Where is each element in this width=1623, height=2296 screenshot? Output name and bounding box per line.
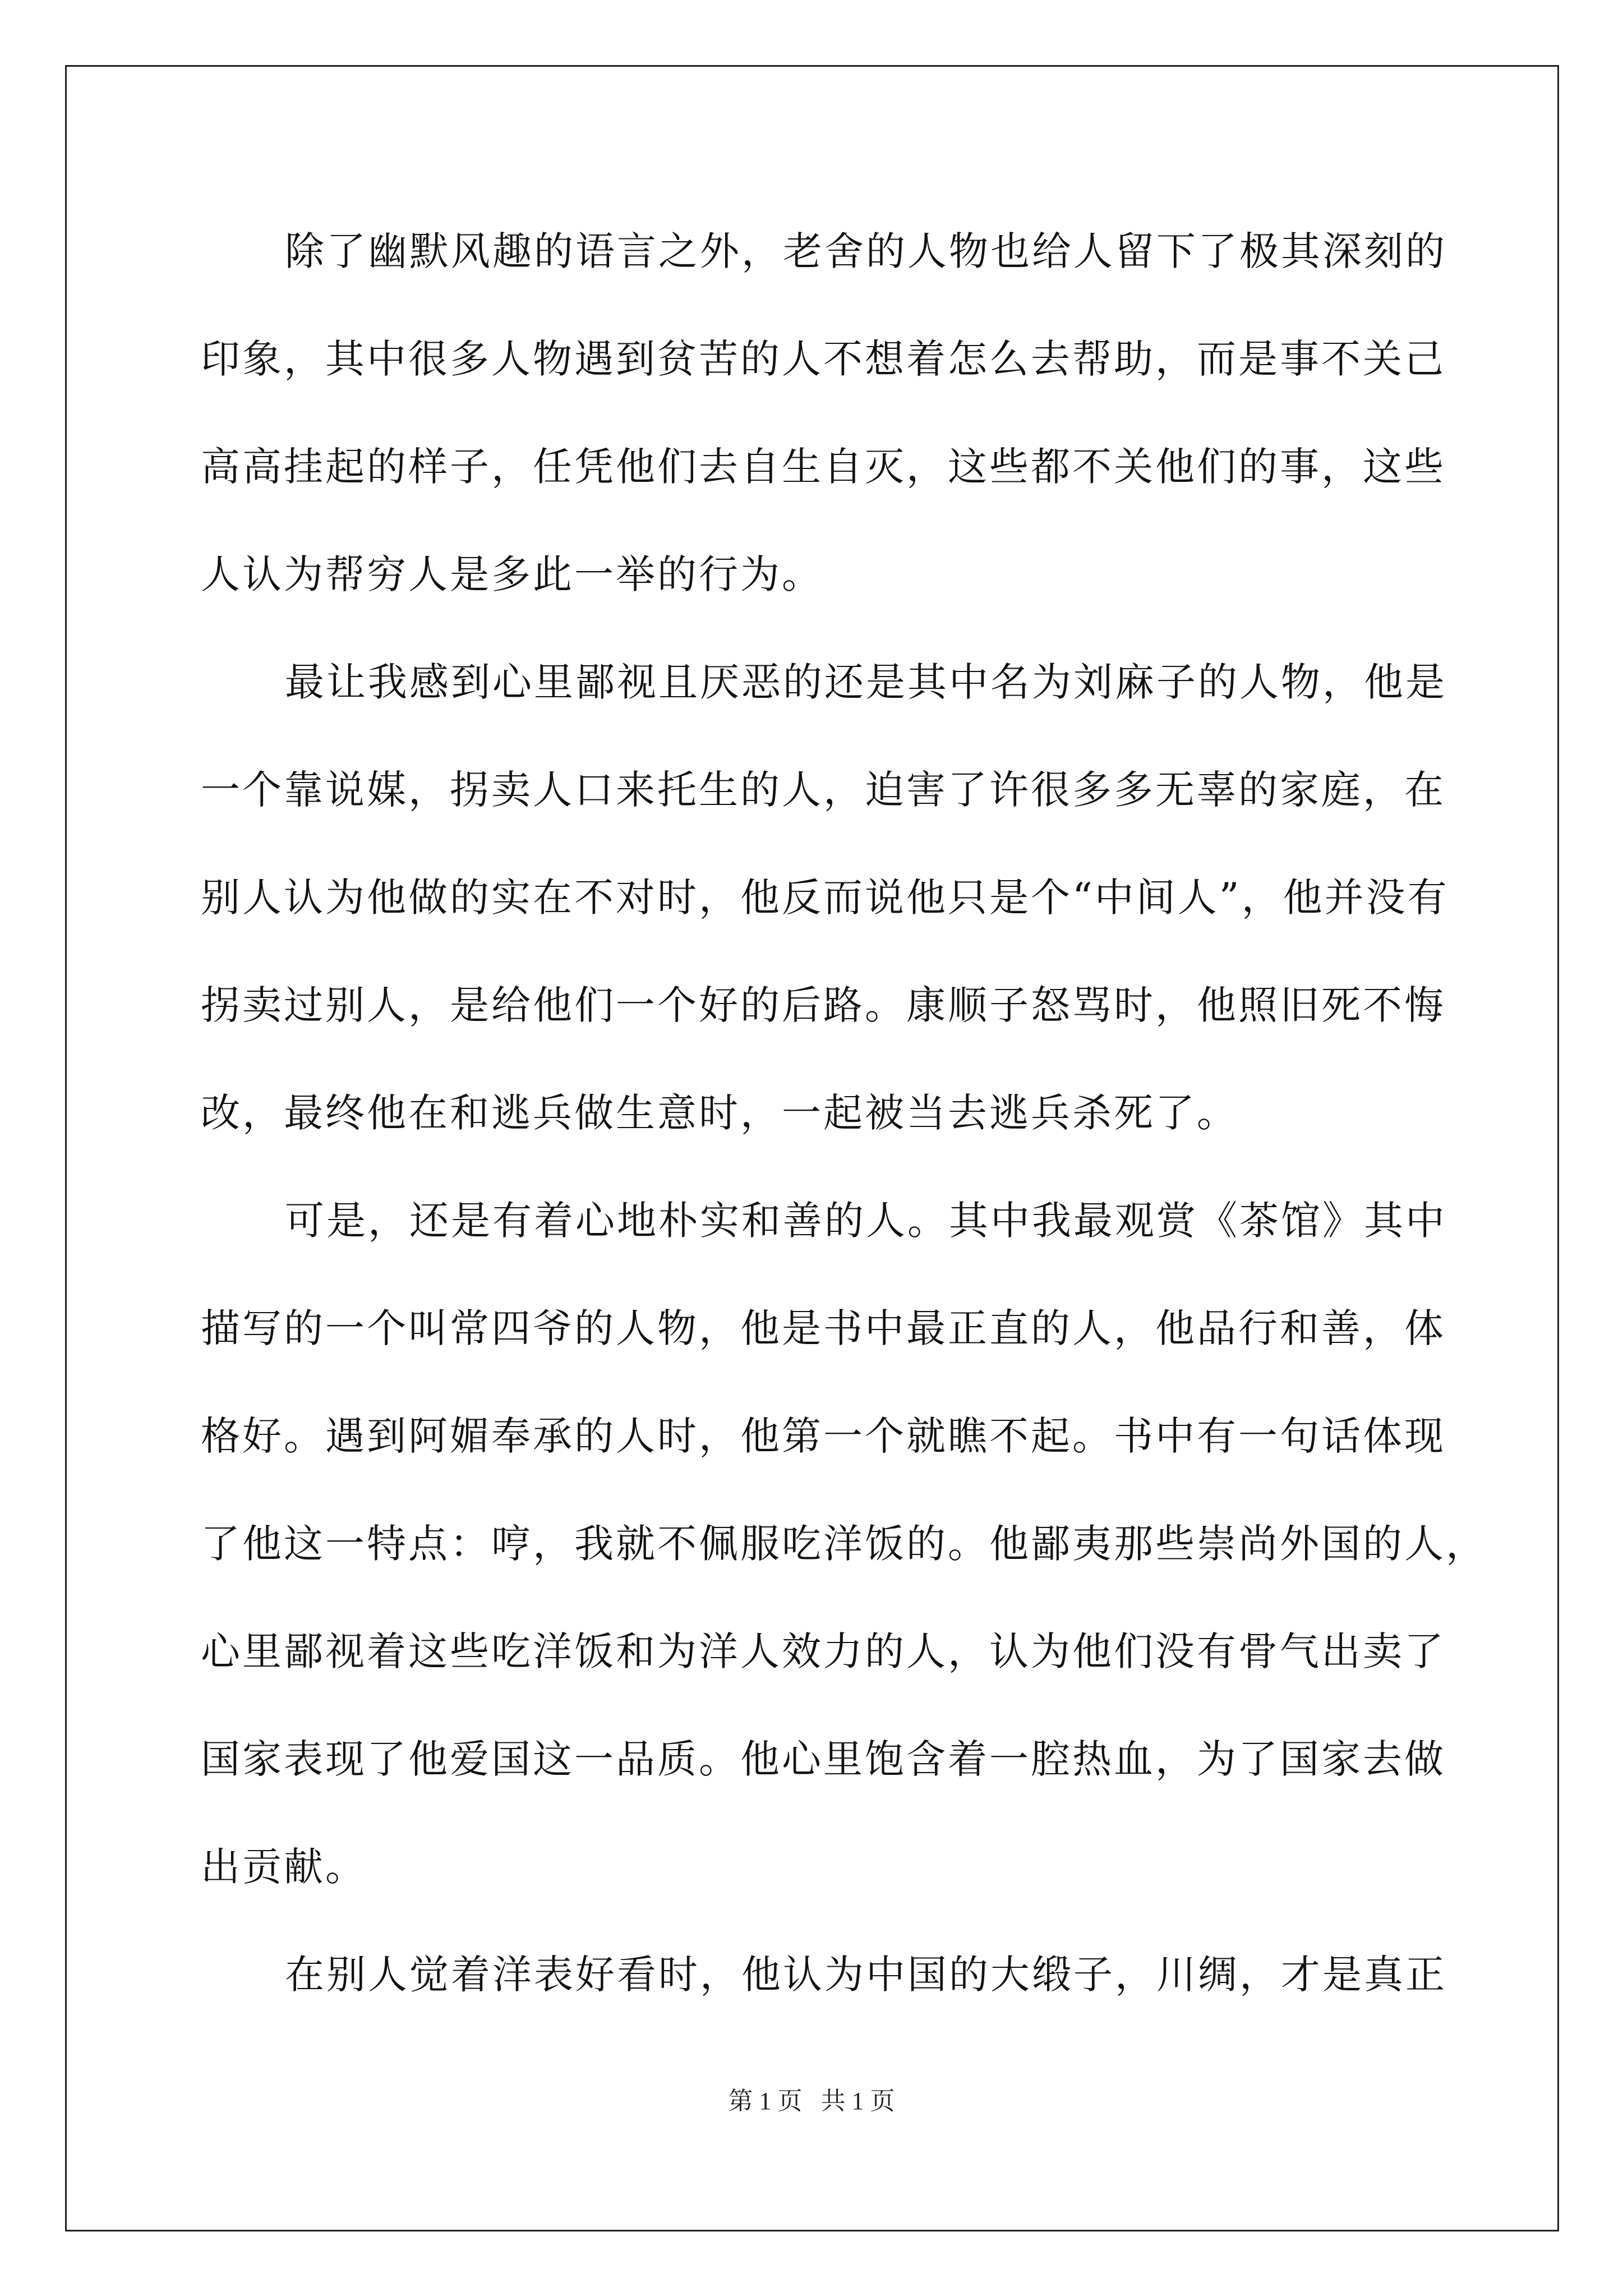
text-line: 了他这一特点：哼，我就不佩服吃洋饭的。他鄙夷那些崇尚外国的人， [201, 1521, 1487, 1567]
text-line: 心里鄙视着这些吃洋饭和为洋人效力的人，认为他们没有骨气出卖了 [201, 1628, 1446, 1674]
text-line: 格好。遇到阿媚奉承的人时，他第一个就瞧不起。书中有一句话体现 [201, 1413, 1446, 1459]
text-line: 出贡献。 [201, 1844, 367, 1890]
text-line: 可是，还是有着心地朴实和善的人。其中我最观赏《茶馆》其中 [285, 1198, 1447, 1244]
text-line: 改，最终他在和逃兵做生意时，一起被当去逃兵杀死了。 [201, 1090, 1238, 1136]
page-footer: 第 1 页 共 1 页 [728, 2087, 895, 2115]
text-line: 印象，其中很多人物遇到贫苦的人不想着怎么去帮助，而是事不关己 [201, 336, 1446, 382]
text-line: 人认为帮穷人是多此一举的行为。 [201, 551, 823, 597]
text-line: 除了幽默风趣的语言之外，老舍的人物也给人留下了极其深刻的 [285, 228, 1447, 274]
text-line: 最让我感到心里鄙视且厌恶的还是其中名为刘麻子的人物，他是 [285, 659, 1447, 705]
text-line: 高高挂起的样子，任凭他们去自生自灭，这些都不关他们的事，这些 [201, 444, 1446, 490]
text-line: 国家表现了他爱国这一品质。他心里饱含着一腔热血，为了国家去做 [201, 1736, 1446, 1782]
text-line: 一个靠说媒，拐卖人口来托生的人，迫害了许很多多无辜的家庭，在 [201, 767, 1446, 813]
text-line: 别人认为他做的实在不对时，他反而说他只是个“中间人”，他并没有 [201, 875, 1449, 921]
text-line: 在别人觉着洋表好看时，他认为中国的大缎子，川绸，才是真正 [285, 1952, 1447, 1998]
text-line: 拐卖过别人，是给他们一个好的后路。康顺子怒骂时，他照旧死不悔 [201, 982, 1446, 1028]
text-line: 描写的一个叫常四爷的人物，他是书中最正直的人，他品行和善，体 [201, 1305, 1446, 1351]
document-body [201, 218, 1487, 2049]
